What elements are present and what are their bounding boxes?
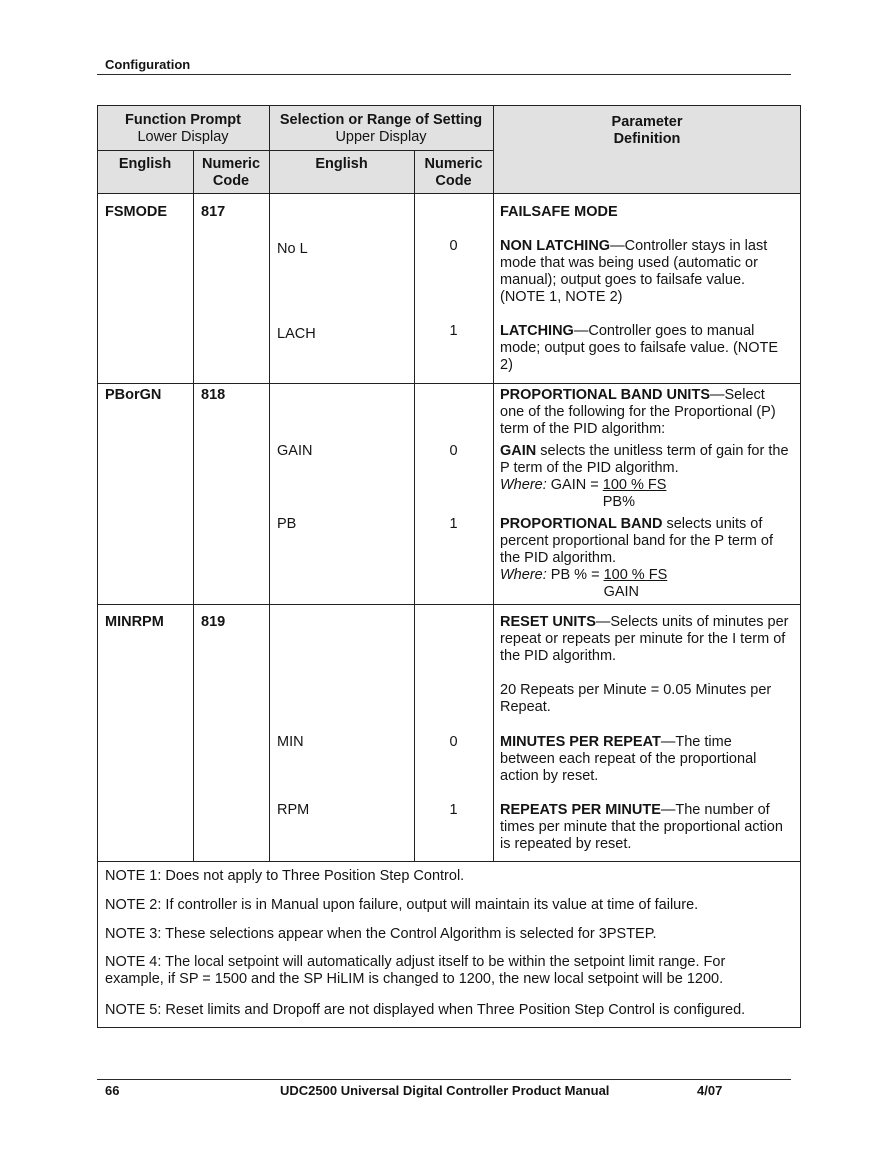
selection-english: LACH [277,326,316,342]
header-parameter: Parameter [611,114,683,130]
fraction-denominator: PB% [602,494,636,510]
selection-numeric-code: 1 [449,516,458,532]
header-definition: Definition [613,131,681,147]
selection-english: PB [277,516,297,532]
prompt-numeric-code: 819 [201,614,226,630]
definition-title: PROPORTIONAL BAND UNITS [500,387,710,403]
selection-english: No L [277,241,308,257]
option-description-block [500,443,798,477]
formula [500,477,798,511]
option-definition [500,516,798,601]
publication-date: 4/07 [697,1083,723,1098]
header-rule [97,74,791,75]
prompt-english: MINRPM [105,614,164,630]
option-term: NON LATCHING [500,238,611,254]
definition-title: RESET UNITS [500,614,596,630]
selection-numeric-code: 1 [449,802,458,818]
selection-numeric-code: 1 [449,323,458,339]
header-prompt-numeric-code: Numeric Code [201,156,261,189]
selection-english: RPM [277,802,310,818]
fraction-numerator: 100 % FS [602,477,667,493]
selection-numeric-code: 0 [449,443,458,459]
option-description: —Controller goes to manual mode; output goes to failsafe value. (NOTE 2) [500,323,779,373]
notes-section [97,861,801,1028]
footer-rule [97,1079,791,1080]
option-description: selects the unitless term of gain for the P term of the PID algorithm. [500,443,789,476]
option-definition [500,323,798,374]
manual-title: UDC2500 Universal Digital Controller Product Manual [280,1083,610,1098]
option-definition [500,238,798,306]
where-label: Where: [500,567,547,583]
header-function-prompt [97,112,269,146]
formula [500,567,798,601]
header-prompt-english: English [118,156,172,172]
option-term: PROPORTIONAL BAND [500,516,663,532]
option-definition [500,802,798,853]
definition-text: —Selects units of minutes per repeat or repeats per minute for the I term of the PID algorithm. [500,614,789,664]
option-description: —The time between each repeat of the proportional action by reset. [500,734,757,784]
selection-numeric-code: 0 [449,238,458,254]
option-description: —Controller stays in last mode that was being used (automatic or manual); output goes to failsafe value. (NOTE 1, NOTE 2) [500,238,768,305]
header-lower-display: Lower Display [137,129,229,145]
selection-numeric-code: 0 [449,734,458,750]
fraction [603,477,667,511]
option-description-block [500,516,798,567]
table-row [97,604,801,861]
option-description: selects units of percent proportional band for the P term of the PID algorithm. [500,516,773,566]
table-row [97,383,801,604]
table-row [97,193,801,383]
header-selection-english: English [315,156,368,172]
option-definition [500,443,798,511]
prompt-numeric-code: 817 [201,204,226,220]
fraction [604,567,668,601]
definition-intro [500,387,798,438]
definition-intro [500,614,798,665]
note: NOTE 4: The local setpoint will automatically adjust itself to be within the setpoint limit range. For example, if SP = 1500 and the SP HiLIM is changed to 1200, the new local setpoint will be 1200. [105,954,726,987]
prompt-english: FSMODE [105,204,168,220]
parameter-table [97,105,801,1028]
option-term: MINUTES PER REPEAT [500,734,661,750]
formula-lhs: GAIN = [550,477,599,493]
note: NOTE 3: These selections appear when the Control Algorithm is selected for 3PSTEP. [105,926,657,942]
option-term: LATCHING [500,323,574,339]
header-selection-title: Selection or Range of Setting [279,112,483,128]
note: NOTE 2: If controller is in Manual upon failure, output will maintain its value at time of failure. [105,897,699,913]
definition-text: —Select one of the following for the Proportional (P) term of the PID algorithm: [500,387,776,437]
option-definition [500,734,798,785]
option-term: GAIN [500,443,537,459]
header-parameter-definition [493,114,801,148]
selection-english: GAIN [277,443,313,459]
where-label: Where: [500,477,547,493]
definition-title: FAILSAFE MODE [500,204,618,220]
note: NOTE 5: Reset limits and Dropoff are not displayed when Three Position Step Control is configured. [105,1002,746,1018]
page-number: 66 [105,1083,120,1098]
prompt-english: PBorGN [105,387,162,403]
prompt-numeric-code: 818 [201,387,226,403]
section-title: Configuration [105,57,191,72]
formula-lhs: PB % = [550,567,600,583]
header-function-prompt-title: Function Prompt [125,112,241,128]
selection-english: MIN [277,734,304,750]
header-selection-numeric-code: Numeric Code [424,156,483,189]
fraction-numerator: 100 % FS [603,567,668,583]
header-upper-display: Upper Display [335,129,427,145]
fraction-denominator: GAIN [603,584,640,600]
option-term: REPEATS PER MINUTE [500,802,661,818]
header-selection [269,112,493,146]
note: NOTE 1: Does not apply to Three Position Step Control. [105,868,465,884]
definition-note: 20 Repeats per Minute = 0.05 Minutes per Repeat. [500,682,772,715]
option-description: —The number of times per minute that the proportional action is repeated by reset. [500,802,783,852]
